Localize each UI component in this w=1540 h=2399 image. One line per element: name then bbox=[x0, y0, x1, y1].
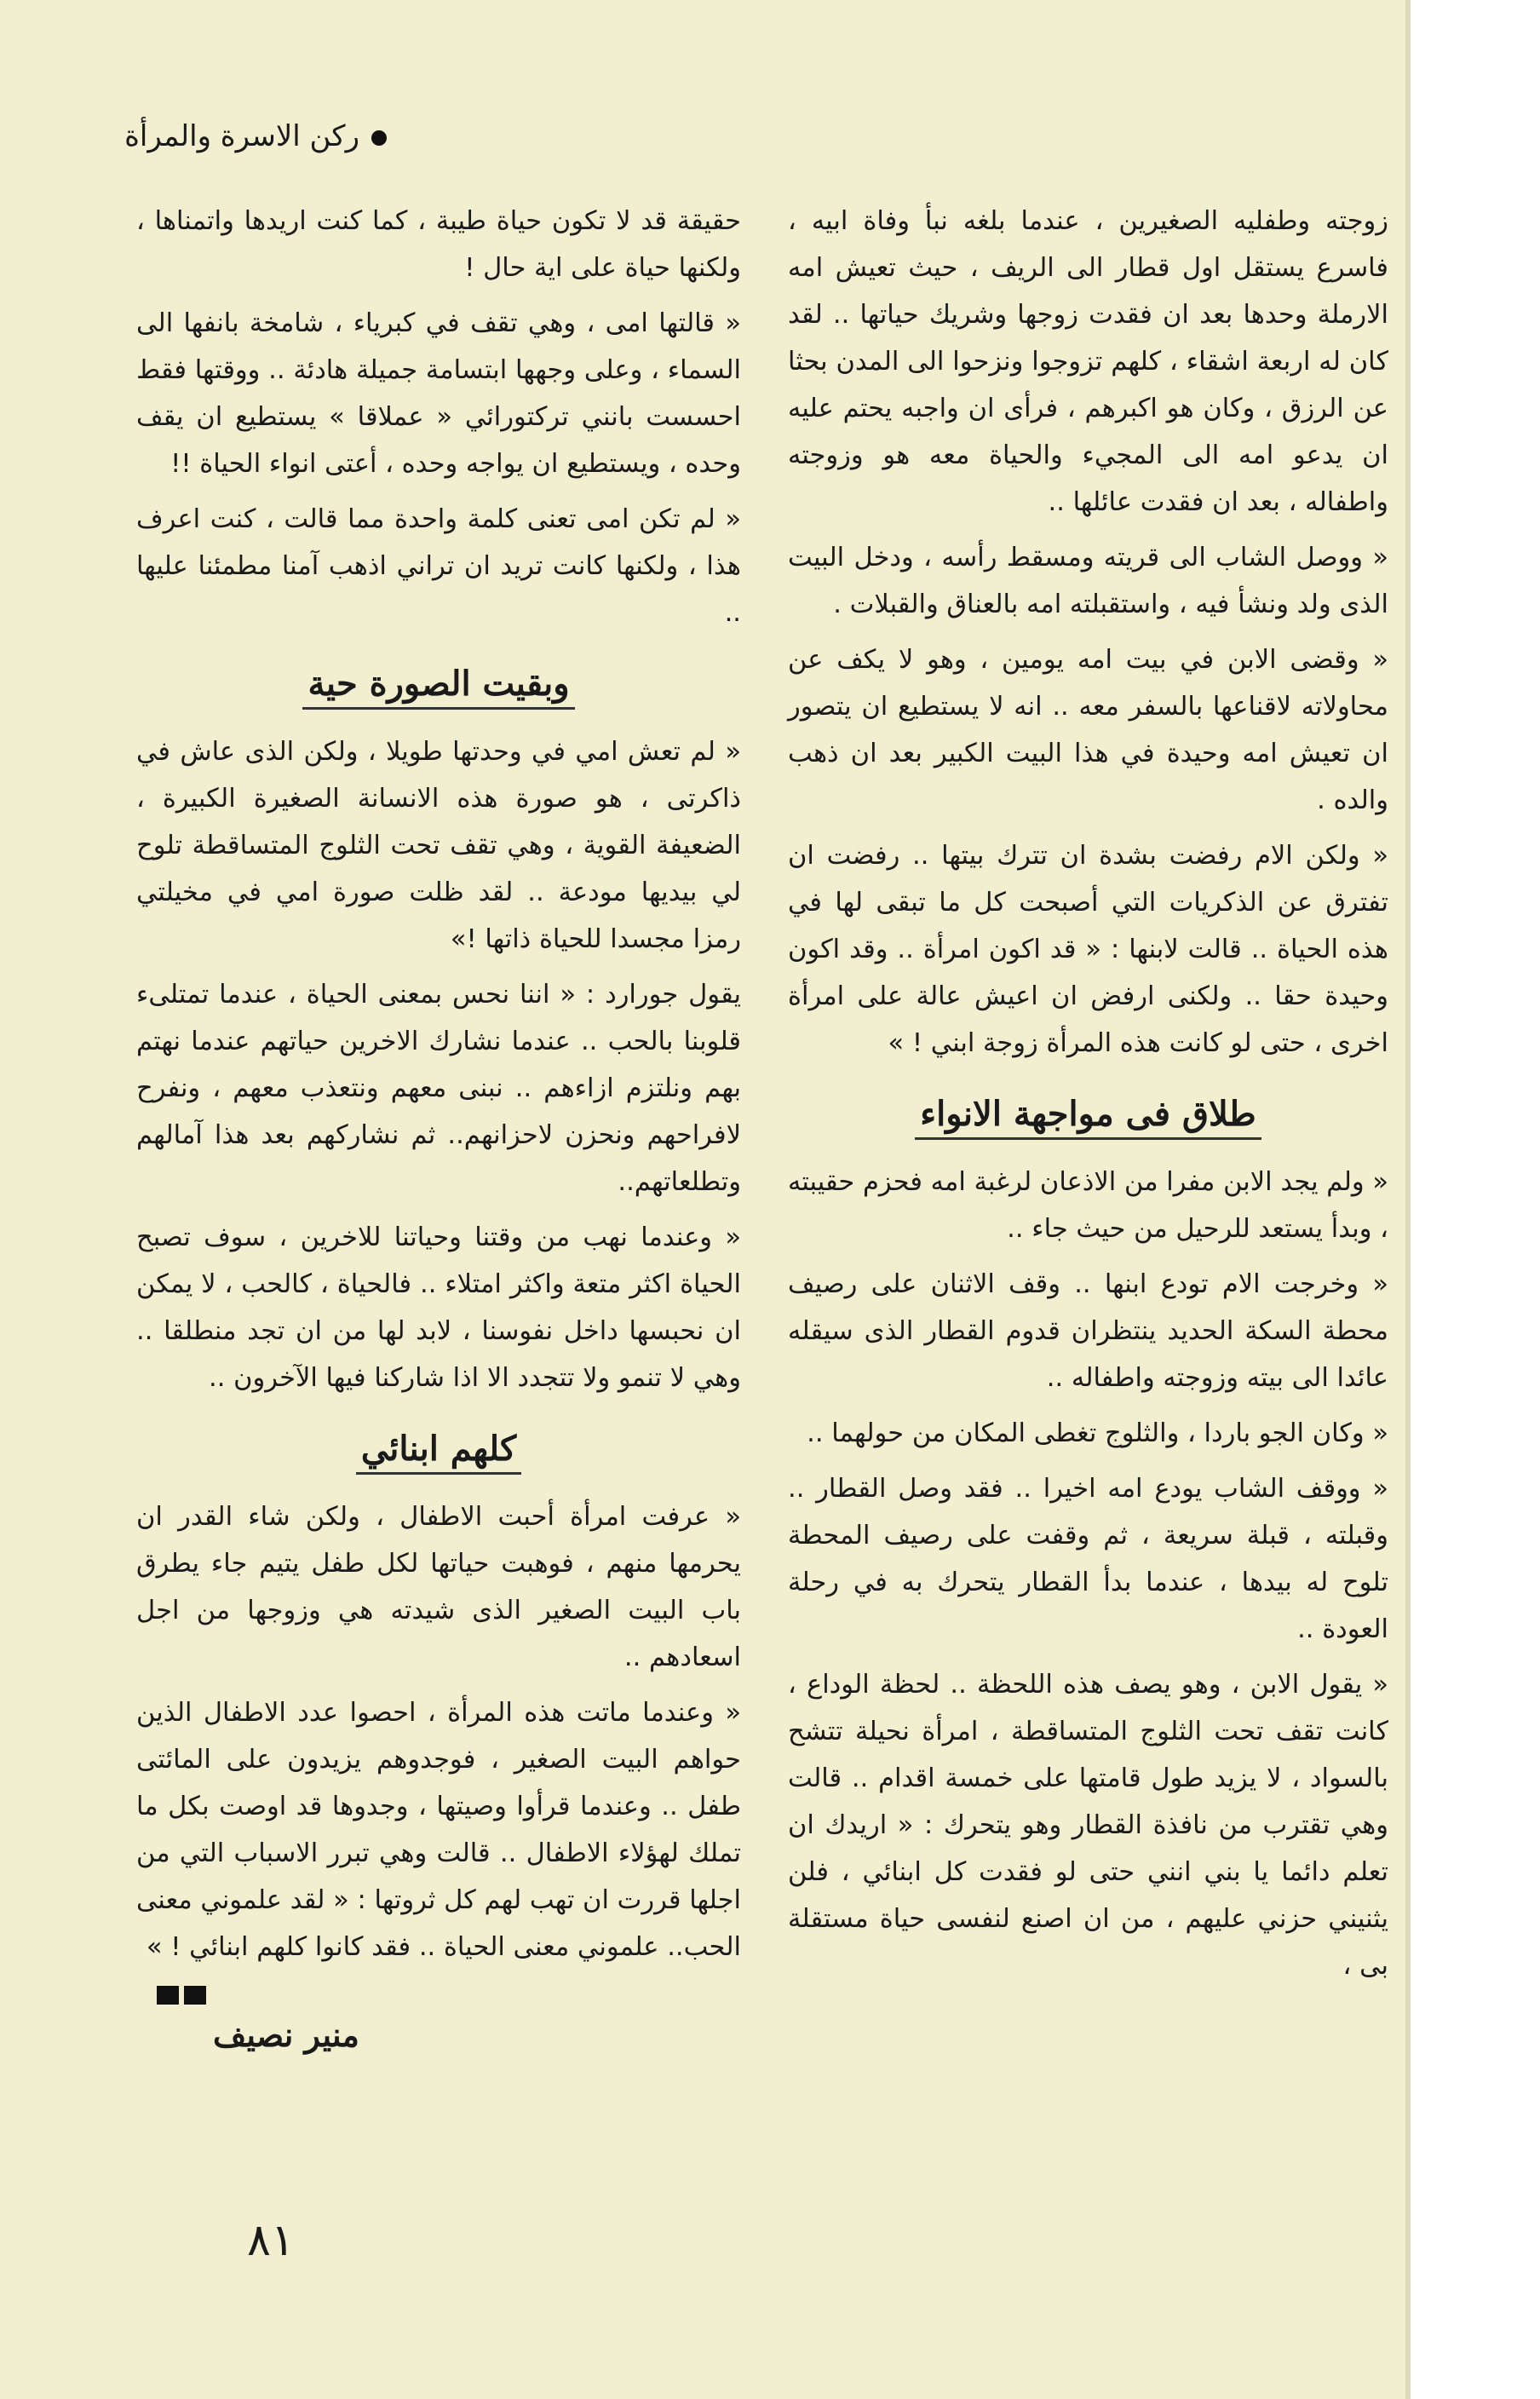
subheading-text: وبقيت الصورة حية bbox=[302, 664, 574, 710]
paragraph: « ولم يجد الابن مفرا من الاذعان لرغبة امه فحزم حقيبته ، وبدأ يستعد للرحيل من حيث جاء .. bbox=[788, 1167, 1388, 1244]
bullet-icon bbox=[371, 130, 387, 146]
paragraph: « عرفت امرأة أحبت الاطفال ، ولكن شاء القدر ان يحرمها منهم ، فوهبت حياتها لكل طفل يتيم جاء يطرق باب البيت الصغير الذى شيدته هي وزوجها من اجل اسعادهم .. bbox=[136, 1502, 741, 1672]
paragraph: « وخرجت الام تودع ابنها .. وقف الاثنان على رصيف محطة السكة الحديد ينتظران قدوم القطار الذى سيقله عائدا الى بيته وزوجته واطفاله .. bbox=[788, 1269, 1388, 1393]
paragraph: حقيقة قد لا تكون حياة طيبة ، كما كنت اريدها واتمناها ، ولكنها حياة على اية حال ! bbox=[136, 206, 741, 283]
subheading-text: طلاق فى مواجهة الانواء bbox=[915, 1094, 1261, 1140]
paragraph: « قالتها امى ، وهي تقف في كبرياء ، شامخة بانفها الى السماء ، وعلى وجهها ابتسامة جميلة هادئة .. ووقتها فقط احسست بانني تركتورائي « عملاقا » يستطيع ان يقف وحده ، ويستطيع ان يواجه وحده ، أعتى انواء الحياة !! bbox=[136, 308, 741, 479]
paragraph: « يقول الابن ، وهو يصف هذه اللحظة .. لحظة الوداع ، كانت تقف تحت الثلوج المتساقطة ، امرأة نحيلة تتشح بالسواد ، لا يزيد طول قامتها على خمسة اقدام .. قالت وهي تقترب من نافذة القطار وهو يتحرك : « اريدك ان تعلم دائما يا بني انني حتى لو فقدت كل ابنائي ، فلن يثنيني حزني عليهم ، من ان اصنع لنفسى حياة مستقلة بى ، bbox=[788, 1670, 1388, 1981]
paragraph: « لم تكن امى تعنى كلمة واحدة مما قالت ، كنت اعرف هذا ، ولكنها كانت تريد ان تراني اذهب آمنا مطمئنا عليها .. bbox=[136, 504, 741, 628]
subheading-text: كلهم ابنائي bbox=[356, 1429, 521, 1475]
paragraph: « ووصل الشاب الى قريته ومسقط رأسه ، ودخل البيت الذى ولد ونشأ فيه ، واستقبلته امه بالعناق والقبلات . bbox=[788, 543, 1388, 619]
section-title: ركن الاسرة والمرأة bbox=[124, 119, 359, 153]
paragraph: « لم تعش امي في وحدتها طويلا ، ولكن الذى عاش في ذاكرتى ، هو صورة هذه الانسانة الصغيرة الكبيرة ، الضعيفة القوية ، وهي تقف تحت الثلوج المتساقطة تلوح لي بيديها مودعة .. لقد ظلت صورة امي في مخيلتي رمزا مجسدا للحياة ذاتها !» bbox=[136, 737, 741, 954]
subheading bbox=[788, 1089, 1388, 1140]
section-header bbox=[124, 119, 387, 153]
end-of-article-mark bbox=[136, 1986, 741, 2005]
paragraph: « وكان الجو باردا ، والثلوج تغطى المكان من حولهما .. bbox=[807, 1418, 1388, 1448]
right-column bbox=[788, 198, 1388, 1998]
left-column bbox=[136, 198, 741, 2058]
paragraph: « ولكن الام رفضت بشدة ان تترك بيتها .. رفضت ان تفترق عن الذكريات التي أصبحت كل ما تبقى لها في هذه الحياة .. قالت لابنها : « قد اكون امرأة .. وقد اكون وحيدة حقا .. ولكنى ارفض ان اعيش عالة على امرأة اخرى ، حتى لو كانت هذه المرأة زوجة ابني ! » bbox=[788, 841, 1388, 1058]
paragraph: « ووقف الشاب يودع امه اخيرا .. فقد وصل القطار .. وقبلته ، قبلة سريعة ، ثم وقفت على رصيف المحطة تلوح له بيدها ، عندما بدأ القطار يتحرك به في رحلة العودة .. bbox=[788, 1474, 1388, 1644]
paragraph: « وقضى الابن في بيت امه يومين ، وهو لا يكف عن محاولاته لاقناعها بالسفر معه .. انه لا يستطيع ان يتصور ان تعيش امه وحيدة في هذا البيت الكبير بعد ان ذهب والده . bbox=[788, 645, 1388, 815]
paragraph: يقول جورارد : « اننا نحس بمعنى الحياة ، عندما تمتلىء قلوبنا بالحب .. عندما نشارك الاخرين حياتهم عندما نهتم بهم ونلتزم ازاءهم .. نبنى معهم ونتعذب معهم ، ونفرح لافراحهم ونحزن لاحزانهم.. ثم نشاركهم بعد هذا آمالهم وتطلعاتهم.. bbox=[136, 980, 741, 1197]
paragraph: زوجته وطفليه الصغيرين ، عندما بلغه نبأ وفاة ابيه ، فاسرع يستقل اول قطار الى الريف ، حيث تعيش امه الارملة وحدها بعد ان فقدت زوجها وشريك حياتها .. لقد كان له اربعة اشقاء ، كلهم تزوجوا ونزحوا الى المدن بحثا عن الرزق ، وكان هو اكبرهم ، فرأى ان واجبه يحتم عليه ان يدعو امه الى المجيء والحياة معه هو وزوجته واطفاله ، بعد ان فقدت عائلها .. bbox=[788, 206, 1388, 517]
paragraph: « وعندما نهب من وقتنا وحياتنا للاخرين ، سوف تصبح الحياة اكثر متعة واكثر امتلاء .. فالحياة ، كالحب ، لا يمكن ان نحبسها داخل نفوسنا ، لابد لها من ان تجد منطلقا .. وهي لا تنمو ولا تتجدد الا اذا شاركنا فيها الآخرون .. bbox=[136, 1223, 741, 1393]
paragraph: « وعندما ماتت هذه المرأة ، احصوا عدد الاطفال الذين حواهم البيت الصغير ، فوجدوهم يزيدون على المائتى طفل .. وعندما قرأوا وصيتها ، وجدوها قد اوصت بكل ما تملك لهؤلاء الاطفال .. قالت وهي تبرر الاسباب التي من اجلها قررت ان تهب لهم كل ثروتها : « لقد علموني معنى الحب.. علموني معنى الحياة .. فقد كانوا كلهم ابنائي ! » bbox=[136, 1698, 741, 1962]
subheading bbox=[136, 659, 741, 710]
page-edge bbox=[1405, 0, 1411, 2399]
subheading bbox=[136, 1424, 741, 1475]
page-number: ٨١ bbox=[247, 2215, 295, 2266]
author-name: منير نصيف bbox=[213, 2016, 359, 2054]
